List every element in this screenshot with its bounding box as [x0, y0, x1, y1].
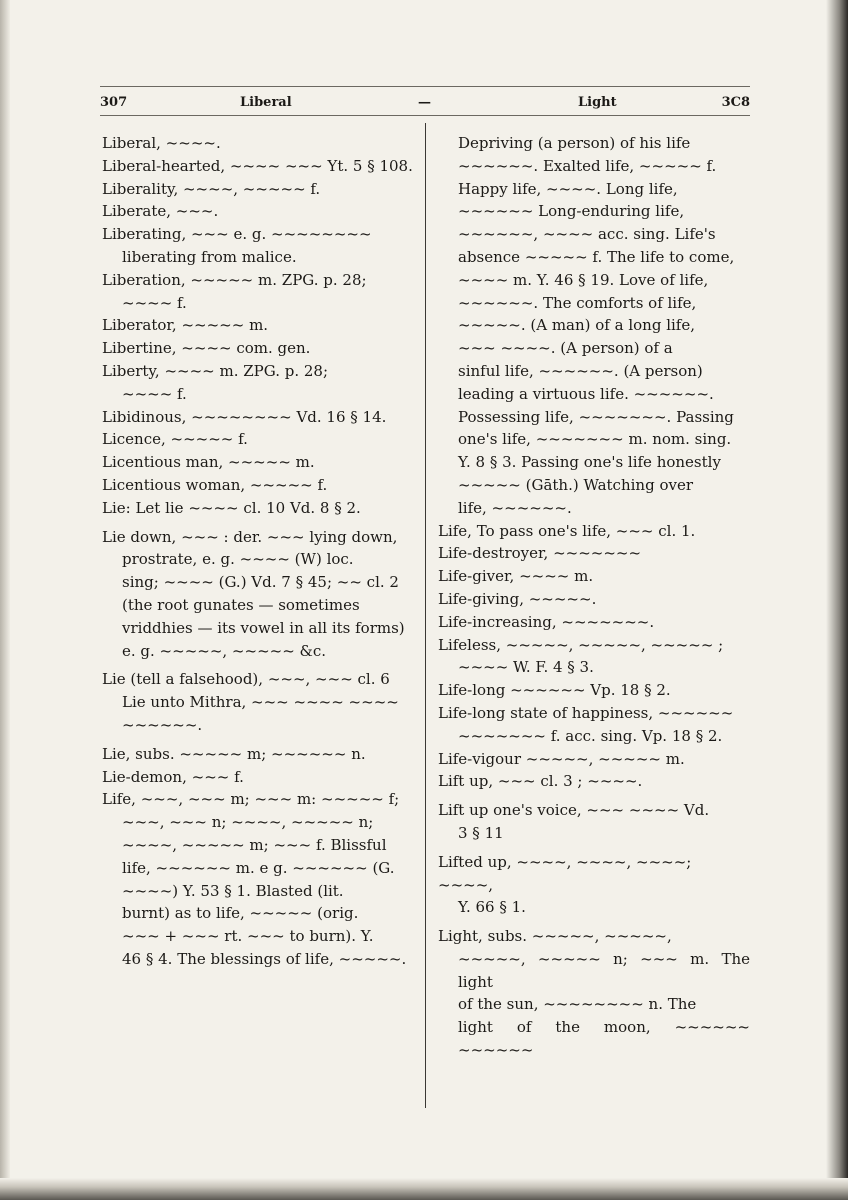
dictionary-entry: Lift up one's voice, ~~~ ~~~~ Vd.: [438, 801, 710, 820]
left-column: [102, 132, 420, 971]
dictionary-entry: Liberator, ~~~~~ m.: [102, 316, 269, 335]
dictionary-entry: Lifted up, ~~~~, ~~~~, ~~~~; ~~~~,: [438, 852, 692, 894]
page-right-edge: [826, 0, 848, 1200]
column-divider: [425, 123, 426, 1108]
entry-continuation: ~~~~~~. The comforts of life,: [458, 293, 697, 312]
entry-continuation: Possessing life, ~~~~~~~. Passing: [458, 407, 734, 426]
entry-continuation: ~~~~~~.: [122, 715, 203, 734]
entry-continuation: liberating from malice.: [122, 247, 297, 266]
entry-continuation: ~~~~~~, ~~~~ acc. sing. Life's: [458, 225, 716, 244]
entry-continuation: Depriving (a person) of his life: [458, 134, 691, 152]
entry-continuation: ~~~~) Y. 53 § 1. Blasted (lit.: [122, 881, 344, 900]
entry-continuation: (the root gunates — sometimes: [122, 595, 360, 614]
dictionary-entry: Lift up, ~~~ cl. 3 ; ~~~~.: [438, 772, 643, 791]
entry-continuation: ~~~ + ~~~ rt. ~~~ to burn). Y.: [122, 927, 374, 946]
dictionary-entry: Licentious woman, ~~~~~ f.: [102, 475, 328, 494]
entry-continuation: sing; ~~~~ (G.) Vd. 7 § 45; ~~ cl. 2: [122, 573, 399, 592]
entry-continuation: one's life, ~~~~~~~ m. nom. sing.: [458, 430, 732, 449]
page-bottom-edge: [0, 1178, 848, 1200]
dictionary-entry: Liberal, ~~~~.: [102, 134, 221, 152]
entry-continuation: 46 § 4. The blessings of life, ~~~~~.: [122, 949, 407, 968]
dictionary-entry: Light, subs. ~~~~~, ~~~~~,: [438, 927, 672, 946]
page-gutter-shadow: [0, 0, 10, 1200]
entry-continuation: ~~~, ~~~ n; ~~~~, ~~~~~ n;: [122, 813, 374, 832]
dictionary-entry: Lie, subs. ~~~~~ m; ~~~~~~ n.: [102, 744, 366, 763]
entry-continuation: ~~~~~~ Long-enduring life,: [458, 202, 685, 221]
right-column: [438, 132, 750, 1062]
dictionary-entry: Libidinous, ~~~~~~~~ Vd. 16 § 14.: [102, 407, 387, 426]
entry-continuation: ~~~~~~. Exalted life, ~~~~~ f.: [458, 156, 717, 175]
header-separator: —: [418, 95, 431, 110]
headword-left: Liberal: [240, 95, 292, 110]
dictionary-entry: Life-increasing, ~~~~~~~.: [438, 612, 655, 631]
page-number-right: 3C8: [721, 95, 750, 110]
dictionary-entry: Liberal-hearted, ~~~~ ~~~ Yt. 5 § 108.: [102, 156, 413, 175]
entry-continuation: ~~~~ f.: [122, 384, 187, 403]
entry-continuation: leading a virtuous life. ~~~~~~.: [458, 384, 714, 403]
top-rule: [100, 86, 750, 87]
entry-continuation: ~~~~~, ~~~~~ n; ~~~ m. The light: [458, 949, 750, 991]
dictionary-entry: Life-long ~~~~~~ Vp. 18 § 2.: [438, 681, 671, 700]
entry-continuation: ~~~~~ (Gāth.) Watching over: [458, 475, 693, 494]
dictionary-entry: Life-long state of happiness, ~~~~~~: [438, 703, 734, 722]
header-rule: [100, 115, 750, 116]
dictionary-entry: Liberation, ~~~~~ m. ZPG. p. 28;: [102, 270, 367, 289]
dictionary-entry: Life-vigour ~~~~~, ~~~~~ m.: [438, 749, 685, 768]
dictionary-entry: Libertine, ~~~~ com. gen.: [102, 339, 311, 358]
dictionary-entry: Liberating, ~~~ e. g. ~~~~~~~~: [102, 225, 372, 244]
dictionary-entry: Liberate, ~~~.: [102, 202, 219, 221]
running-header: [100, 95, 750, 115]
entry-continuation: Happy life, ~~~~. Long life,: [458, 179, 678, 198]
entry-continuation: burnt) as to life, ~~~~~ (orig.: [122, 904, 359, 923]
entry-continuation: ~~~~ f.: [122, 293, 187, 312]
dictionary-entry: Liberty, ~~~~ m. ZPG. p. 28;: [102, 361, 329, 380]
entry-continuation: Y. 66 § 1.: [458, 898, 526, 917]
entry-continuation: 3 § 11: [458, 823, 504, 842]
entry-continuation: ~~~ ~~~~. (A person) of a: [458, 339, 673, 358]
dictionary-entry: Licentious man, ~~~~~ m.: [102, 453, 315, 472]
entry-continuation: ~~~~~. (A man) of a long life,: [458, 316, 695, 335]
entry-continuation: of the sun, ~~~~~~~~ n. The: [458, 995, 697, 1014]
dictionary-entry: Licence, ~~~~~ f.: [102, 430, 248, 449]
dictionary-entry: Life-destroyer, ~~~~~~~: [438, 544, 642, 563]
dictionary-entry: Lifeless, ~~~~~, ~~~~~, ~~~~~ ;: [438, 635, 724, 654]
dictionary-entry: Life, To pass one's life, ~~~ cl. 1.: [438, 521, 696, 540]
entry-continuation: sinful life, ~~~~~~. (A person): [458, 361, 703, 380]
entry-continuation: absence ~~~~~ f. The life to come,: [458, 247, 735, 266]
dictionary-entry: Life-giver, ~~~~ m.: [438, 567, 594, 586]
entry-continuation: Y. 8 § 3. Passing one's life honestly: [458, 453, 721, 472]
entry-continuation: ~~~~~~~ f. acc. sing. Vp. 18 § 2.: [458, 726, 723, 745]
entry-continuation: ~~~~, ~~~~~ m; ~~~ f. Blissful: [122, 835, 387, 854]
dictionary-entry: Lie: Let lie ~~~~ cl. 10 Vd. 8 § 2.: [102, 498, 361, 517]
dictionary-entry: Lie down, ~~~ : der. ~~~ lying down,: [102, 527, 398, 546]
entry-continuation: ~~~~ m. Y. 46 § 19. Love of life,: [458, 270, 709, 289]
dictionary-entry: Lie (tell a falsehood), ~~~, ~~~ cl. 6: [102, 670, 390, 689]
dictionary-entry: Life-giving, ~~~~~.: [438, 589, 597, 608]
dictionary-entry: Lie-demon, ~~~ f.: [102, 767, 244, 786]
dictionary-entry: Liberality, ~~~~, ~~~~~ f.: [102, 179, 321, 198]
entry-continuation: Lie unto Mithra, ~~~ ~~~~ ~~~~: [122, 693, 399, 712]
dictionary-entry: Life, ~~~, ~~~ m; ~~~ m: ~~~~~ f;: [102, 790, 400, 809]
page-number-left: 307: [100, 95, 128, 110]
entry-continuation: life, ~~~~~~ m. e g. ~~~~~~ (G.: [122, 858, 395, 877]
entry-continuation: e. g. ~~~~~, ~~~~~ &c.: [122, 641, 327, 660]
entry-continuation: vriddhies — its vowel in all its forms): [122, 618, 405, 637]
entry-continuation: ~~~~ W. F. 4 § 3.: [458, 658, 594, 677]
entry-continuation: life, ~~~~~~.: [458, 498, 572, 517]
headword-right: Light: [578, 95, 617, 110]
entry-continuation: light of the moon, ~~~~~~ ~~~~~~: [458, 1018, 750, 1060]
entry-continuation: prostrate, e. g. ~~~~ (W) loc.: [122, 550, 354, 569]
